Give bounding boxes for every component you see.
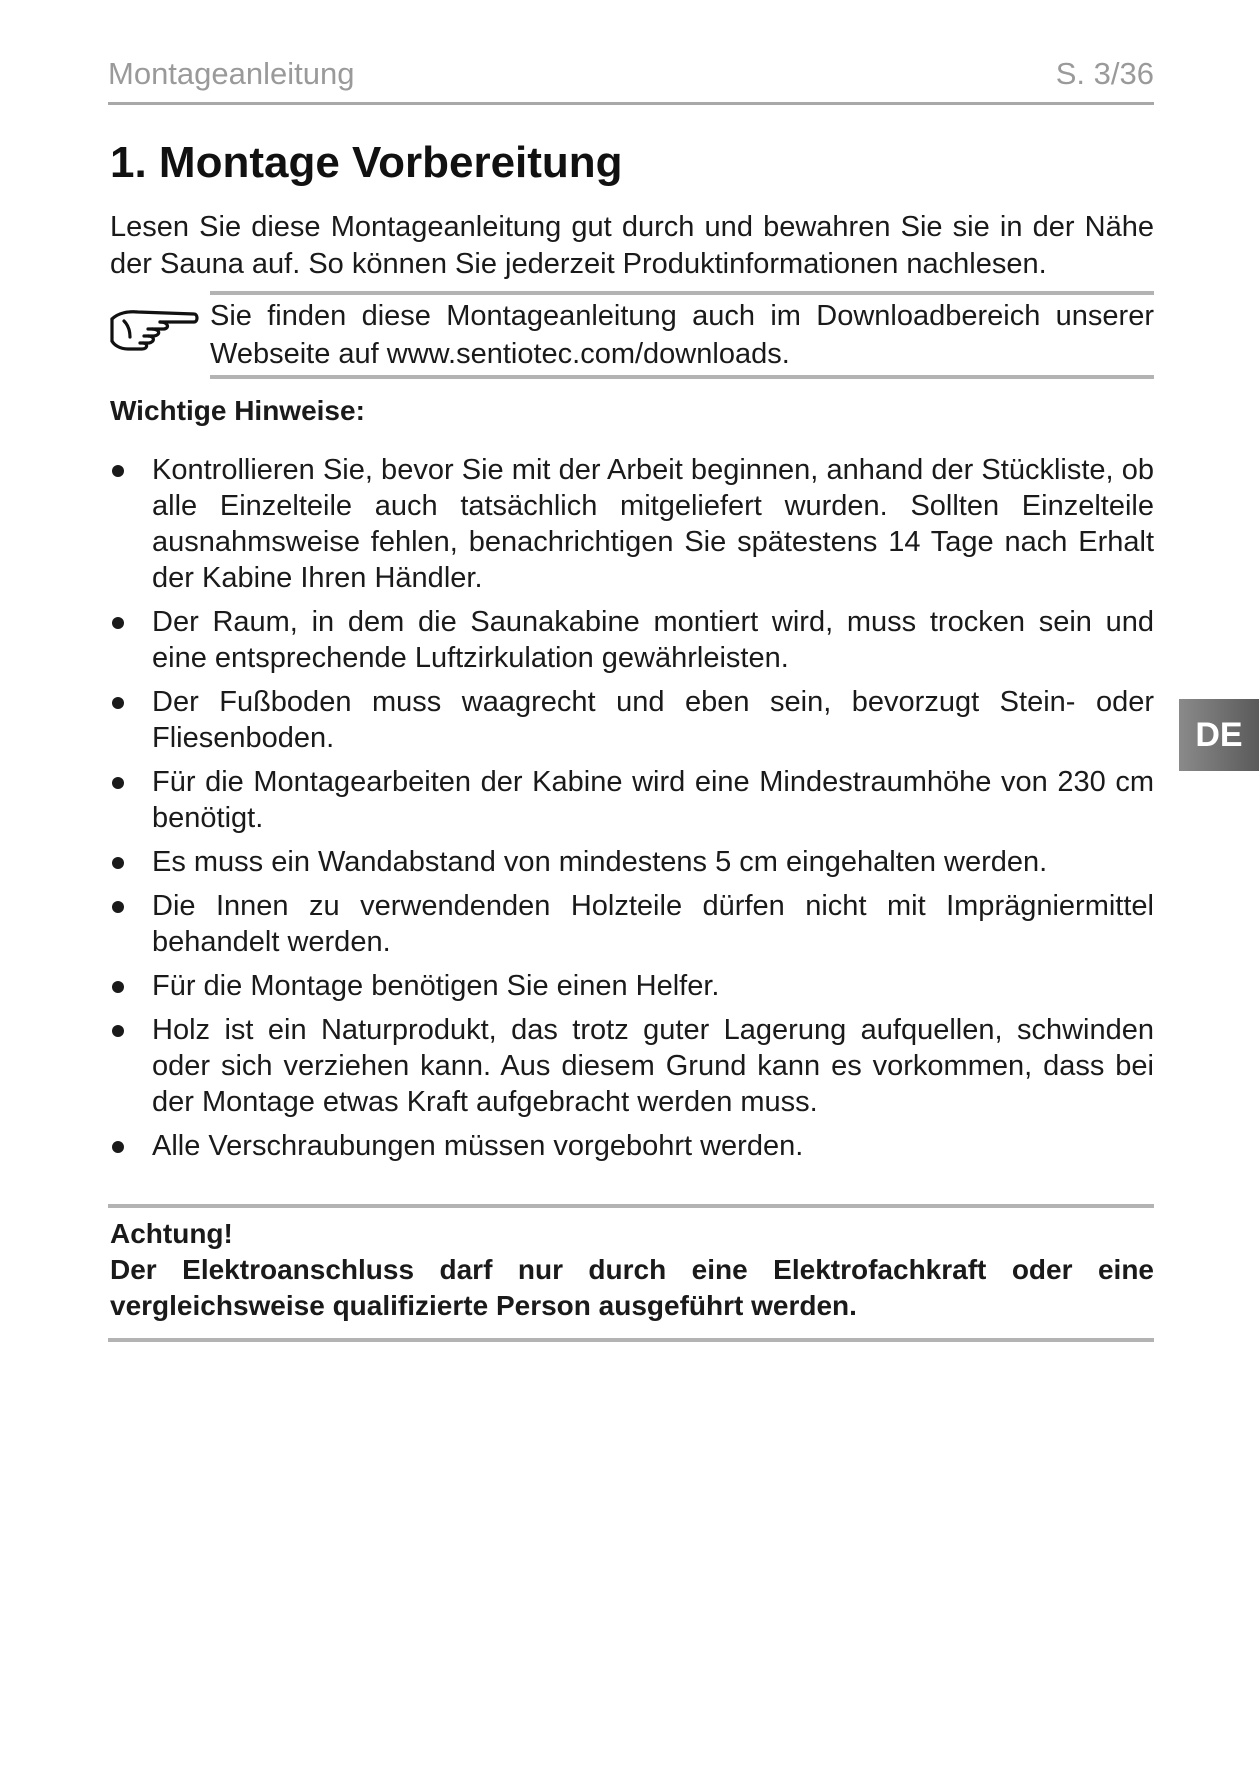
list-item-text: Für die Montagearbeiten der Kabine wird eine Mindestraumhöhe von 230 cm benötigt.	[152, 766, 1154, 834]
bullet-icon	[112, 981, 124, 993]
page-number: S. 3/36	[1055, 56, 1154, 91]
bullet-icon	[112, 857, 124, 869]
list-item-text: Kontrollieren Sie, bevor Sie mit der Arbeit beginnen, anhand der Stückliste, ob alle Einzelteile auch tatsächlich mitgeliefert wurden. Sollten Einzelteile ausnahmsweise fehlen, benachrichtigen Sie spätestens 14 Tage nach Erhalt der Kabine Ihren Händler.	[152, 454, 1154, 594]
list-item-text: Alle Verschraubungen müssen vorgebohrt werden.	[152, 1130, 804, 1162]
section-title: 1. Montage Vorbereitung	[110, 138, 623, 187]
important-notes-list	[110, 452, 1154, 1172]
language-tab: DE	[1179, 699, 1259, 771]
bullet-icon	[112, 901, 124, 913]
important-notes-heading: Wichtige Hinweise:	[110, 395, 365, 426]
list-item	[110, 684, 1154, 756]
list-item	[110, 968, 1154, 1004]
intro-paragraph: Lesen Sie diese Montageanleitung gut durch und bewahren Sie sie in der Nähe der Sauna auf. So können Sie jederzeit Produktinformationen nachlesen.	[110, 211, 1154, 280]
warning-text: Der Elektroanschluss darf nur durch eine Elektrofachkraft oder eine vergleichsweise qualifizierte Person ausgeführt werden.	[110, 1254, 1154, 1321]
warning-title: Achtung!	[110, 1218, 233, 1249]
bullet-icon	[112, 777, 124, 789]
list-item-text: Die Innen zu verwendenden Holzteile dürfen nicht mit Imprägniermittel behandelt werden.	[152, 890, 1154, 958]
list-item	[110, 844, 1154, 880]
list-item	[110, 1128, 1154, 1164]
pointing-hand-icon	[108, 305, 200, 353]
bullet-icon	[112, 465, 124, 477]
list-item	[110, 764, 1154, 836]
bullet-icon	[112, 1141, 124, 1153]
list-item-text: Der Fußboden muss waagrecht und eben sein, bevorzugt Stein- oder Fliesenboden.	[152, 686, 1154, 754]
list-item-text: Der Raum, in dem die Saunakabine montiert wird, muss trocken sein und eine entsprechende Luftzirkulation gewährleisten.	[152, 606, 1154, 674]
bullet-icon	[112, 1025, 124, 1037]
list-item-text: Holz ist ein Naturprodukt, das trotz guter Lagerung aufquellen, schwinden oder sich verziehen kann. Aus diesem Grund kann es vorkommen, dass bei der Montage etwas Kraft aufgebracht werden muss.	[152, 1014, 1154, 1118]
bullet-icon	[112, 697, 124, 709]
download-note	[210, 291, 1154, 379]
page-header	[108, 54, 1154, 105]
note-text: Sie finden diese Montageanleitung auch im Downloadbereich unserer Webseite auf www.sentiotec.com/downloads.	[210, 300, 1154, 370]
list-item-text: Für die Montage benötigen Sie einen Helfer.	[152, 970, 720, 1002]
list-item	[110, 452, 1154, 596]
warning-box	[108, 1204, 1154, 1342]
list-item	[110, 888, 1154, 960]
list-item-text: Es muss ein Wandabstand von mindestens 5 cm eingehalten werden.	[152, 846, 1048, 878]
list-item	[110, 604, 1154, 676]
document-title: Montageanleitung	[108, 56, 355, 91]
list-item	[110, 1012, 1154, 1120]
bullet-icon	[112, 617, 124, 629]
